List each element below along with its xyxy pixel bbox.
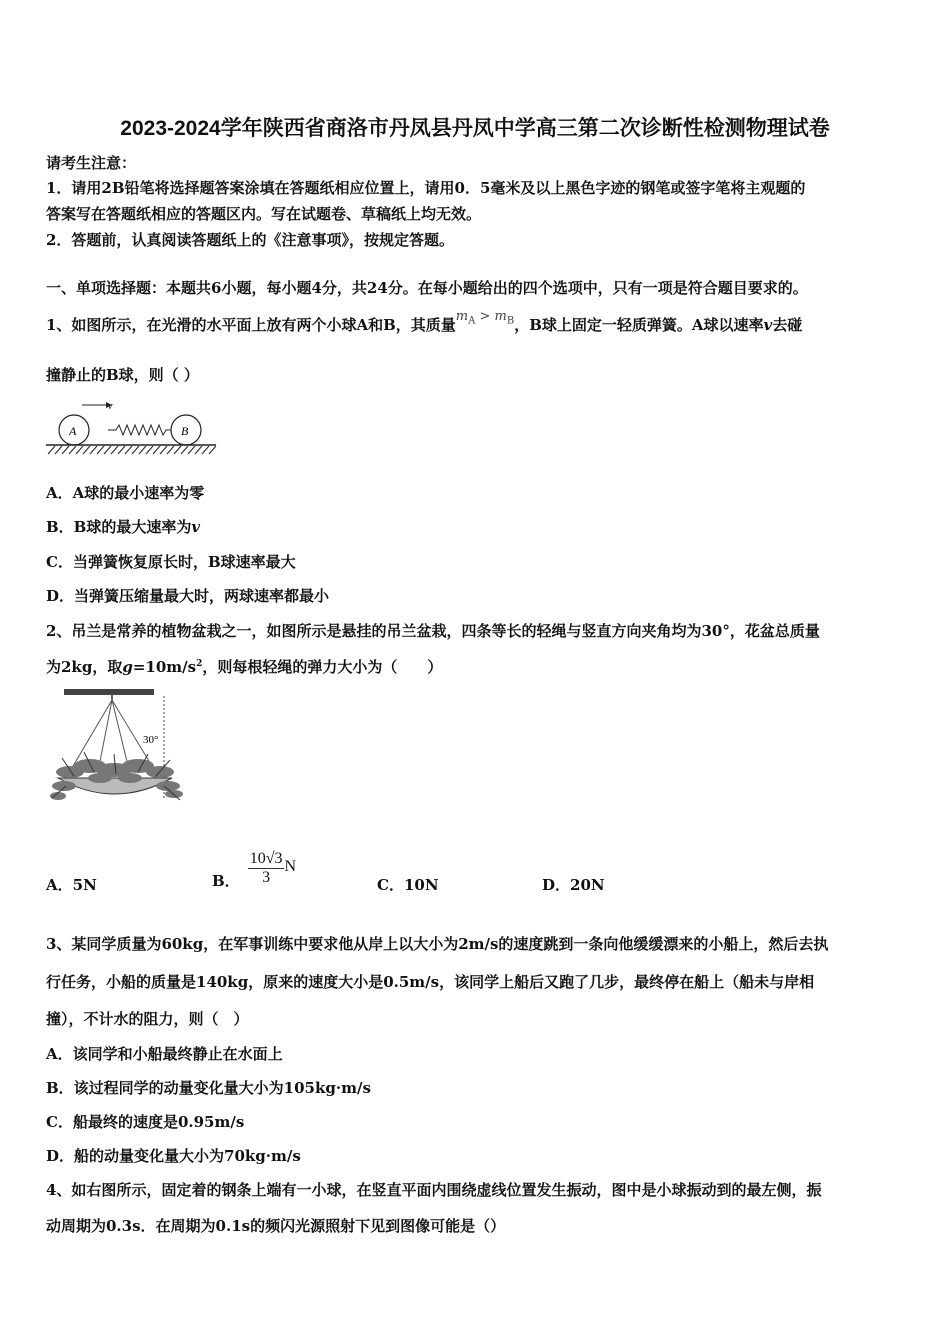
q3-option-d: D．船的动量变化量大小为70kg·m/s xyxy=(46,1147,301,1165)
q1-figure-balls-spring xyxy=(44,396,224,460)
notice-heading: 请考生注意： xyxy=(46,154,137,172)
q3-option-c: C．船最终的速度是0.95m/s xyxy=(46,1113,245,1131)
q3-stem-line1: 3、某同学质量为60kg，在军事训练中要求他从岸上以大小为2m/s的速度跳到一条向他缓缓漂来的小船上，然后去执 xyxy=(46,935,829,953)
notice-line-2: 答案写在答题纸相应的答题区内。写在试题卷、草稿纸上均无效。 xyxy=(46,205,482,223)
ball-a-label: A xyxy=(69,424,77,438)
notice-line-3: 2．答题前，认真阅读答题纸上的《注意事项》，按规定答题。 xyxy=(46,231,454,249)
q2-option-d: D．20N xyxy=(542,876,605,894)
q1-velocity-symbol: v xyxy=(763,316,773,334)
q1-stem-a: 1、如图所示，在光滑的水平面上放有两个小球A和B，其质量 xyxy=(46,316,456,334)
q1-stem-line1 xyxy=(46,309,803,337)
q1-option-c: C．当弹簧恢复原长时，B球速率最大 xyxy=(46,553,296,571)
q1-stem-c: 去碰 xyxy=(772,316,803,334)
notice-line-1: 1．请用2B铅笔将选择题答案涂填在答题纸相应位置上，请用0．5毫米及以上黑色字迹的钢笔或签字笔将主观题的 xyxy=(46,179,806,197)
q4-stem-line2: 动周期为0.3s．在周期为0.1s的频闪光源照射下见到图像可能是（） xyxy=(46,1217,506,1235)
section-heading: 一、单项选择题：本题共6小题，每小题4分，共24分。在每小题给出的四个选项中，只有一项是符合题目要求的。 xyxy=(46,279,808,297)
spring xyxy=(108,425,171,435)
fraction: $\frac{10√3}{3}$ xyxy=(249,850,283,886)
q1-option-b: B．B球的最大速率为v xyxy=(46,518,201,536)
q1-option-a: A．A球的最小速率为零 xyxy=(46,484,205,502)
q2-option-b: B． $\frac{10√3}{3}$ N xyxy=(212,850,297,890)
mass-relation: $m_A > m_B$ xyxy=(455,309,515,327)
ground-hatching xyxy=(48,446,216,454)
ceiling-bar xyxy=(64,689,154,695)
velocity-label: v xyxy=(108,401,113,412)
q2-option-c: C．10N xyxy=(377,876,439,894)
q2-figure-hanging-plant xyxy=(44,686,194,812)
q3-stem-line3: 撞），不计水的阻力，则（ ） xyxy=(46,1010,249,1028)
q1-stem-b: ，B球上固定一轻质弹簧。A球以速率 xyxy=(514,316,764,334)
q1-stem-line2: 撞静止的B球，则（ ） xyxy=(46,366,199,384)
q3-option-a: A．该同学和小船最终静止在水面上 xyxy=(46,1045,283,1063)
q2-stem-line1: 2、吊兰是常养的植物盆栽之一，如图所示是悬挂的吊兰盆栽，四条等长的轻绳与竖直方向夹角均为30°，花盆总质量 xyxy=(46,622,820,640)
q2-stem-line2: 为2kg，取$g=10m/s^2$，则每根轻绳的弹力大小为（ ） xyxy=(46,658,443,676)
ball-b-label: B xyxy=(181,424,189,438)
angle-label: 30° xyxy=(143,734,159,746)
q3-option-b: B．该过程同学的动量变化量大小为105kg·m/s xyxy=(46,1079,371,1097)
q3-stem-line2: 行任务，小船的质量是140kg，原来的速度大小是0.5m/s，该同学上船后又跑了几步，最终停在船上（船未与岸相 xyxy=(46,973,815,991)
page-title: 2023-2024学年陕西省商洛市丹凤县丹凤中学高三第二次诊断性检测物理试卷 xyxy=(120,117,830,140)
q4-stem-line1: 4、如右图所示，固定着的钢条上端有一小球，在竖直平面内围绕虚线位置发生振动，图中是小球振动到的最左侧，振 xyxy=(46,1181,822,1199)
q1-option-d: D．当弹簧压缩量最大时，两球速率都最小 xyxy=(46,587,330,605)
q2-option-a: A．5N xyxy=(46,876,97,894)
